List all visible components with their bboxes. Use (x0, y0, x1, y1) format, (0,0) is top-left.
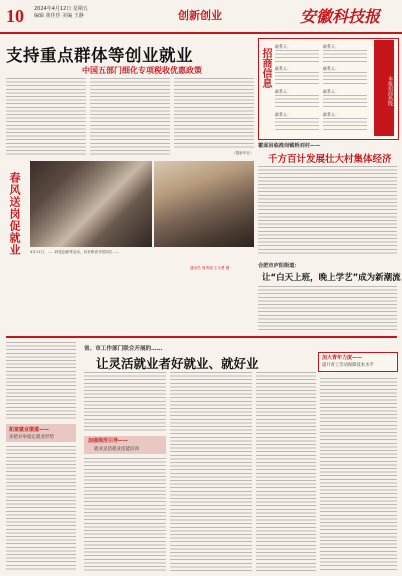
editor-line: 编辑 黄佳佳 美编 王静 (34, 13, 84, 19)
ad-text (275, 50, 319, 64)
ad-text (323, 118, 367, 132)
ad-text (275, 118, 319, 132)
right-top-kicker: 霍邱县临淮岗镇桥刘村—— (258, 143, 321, 149)
ads-title: 招商信息 (260, 48, 271, 88)
date-line: 2024年4月12日 星期五 (34, 6, 88, 12)
bottom-column-1 (84, 372, 166, 432)
bottom-left-subtitle: 多措并举稳定就业形势 (9, 435, 54, 440)
photo-caption: 4月11日，……科技创新等活动，向求职者介绍岗位…… (30, 250, 120, 254)
ads-grid (275, 44, 371, 134)
right-mid-headline: 让“白天上班，晚上学艺”成为新潮流 (262, 273, 401, 283)
ad-item: 联系人： (323, 89, 339, 94)
bottom-side-title: 加大青年力度—— (322, 355, 363, 361)
newspaper-logo: 安徽科技报 (300, 9, 381, 26)
article-column-2 (90, 78, 170, 156)
bottom-box-title: 加强规范引导—— (88, 438, 129, 444)
article-credit: （据新华社） (232, 151, 254, 155)
ad-text (275, 95, 319, 109)
ad-item: 联系人： (323, 112, 339, 117)
bottom-left-body-2 (6, 446, 76, 572)
bottom-column-1b (84, 458, 166, 572)
ad-text (323, 95, 367, 109)
ad-text (323, 50, 367, 64)
section-title: 创新创业 (178, 9, 222, 22)
feature-photo-1 (30, 161, 152, 247)
ad-item: 联系人： (275, 112, 291, 117)
issue-date (34, 6, 88, 20)
article-column-1 (6, 78, 86, 156)
feature-vertical-title: 春风送岗促就业 (8, 172, 21, 256)
right-mid-body (258, 286, 397, 332)
section-divider (6, 336, 397, 338)
ad-item: 联系人： (323, 44, 339, 49)
main-headline: 支持重点群体等创业就业 (6, 46, 193, 65)
ad-item: 联系人： (275, 44, 291, 49)
right-top-body (258, 166, 397, 256)
photo-credit: 通讯员 周秀丽 王永勇 摄 (190, 266, 230, 270)
ad-item: 联系人： (275, 89, 291, 94)
ad-text (275, 72, 319, 86)
bottom-left-body (6, 342, 76, 420)
article-column-3 (174, 78, 254, 150)
page-header (0, 0, 402, 34)
bottom-column-4 (320, 378, 397, 572)
bottom-box-subtitle: 就业灵活就业技能培训 (94, 447, 139, 452)
bottom-headline: 让灵活就业者好就业、就好业 (96, 356, 259, 371)
page-number: 10 (6, 6, 24, 26)
feature-photo-2 (154, 161, 254, 247)
bottom-kicker: 省、市工作部门联合开展的…… (84, 346, 163, 352)
right-top-headline: 千方百计发展壮大村集体经济 (268, 154, 392, 165)
bottom-left-kicker: 拓宽就业渠道—— (9, 427, 50, 433)
right-mid-kicker: 合肥市庐阳街道： (258, 263, 300, 269)
bottom-column-2 (170, 372, 252, 572)
bottom-column-3 (256, 372, 316, 572)
ad-item: 联系人： (275, 66, 291, 71)
ad-item: 联系人： (323, 66, 339, 71)
ads-side-label: 本报招商热线 (374, 40, 394, 136)
ad-text (323, 72, 367, 86)
main-subheadline: 中国五部门细化专项税收优惠政策 (82, 66, 202, 75)
bottom-side-subtitle: 提升青工劳动保障技术水平 (322, 363, 374, 368)
